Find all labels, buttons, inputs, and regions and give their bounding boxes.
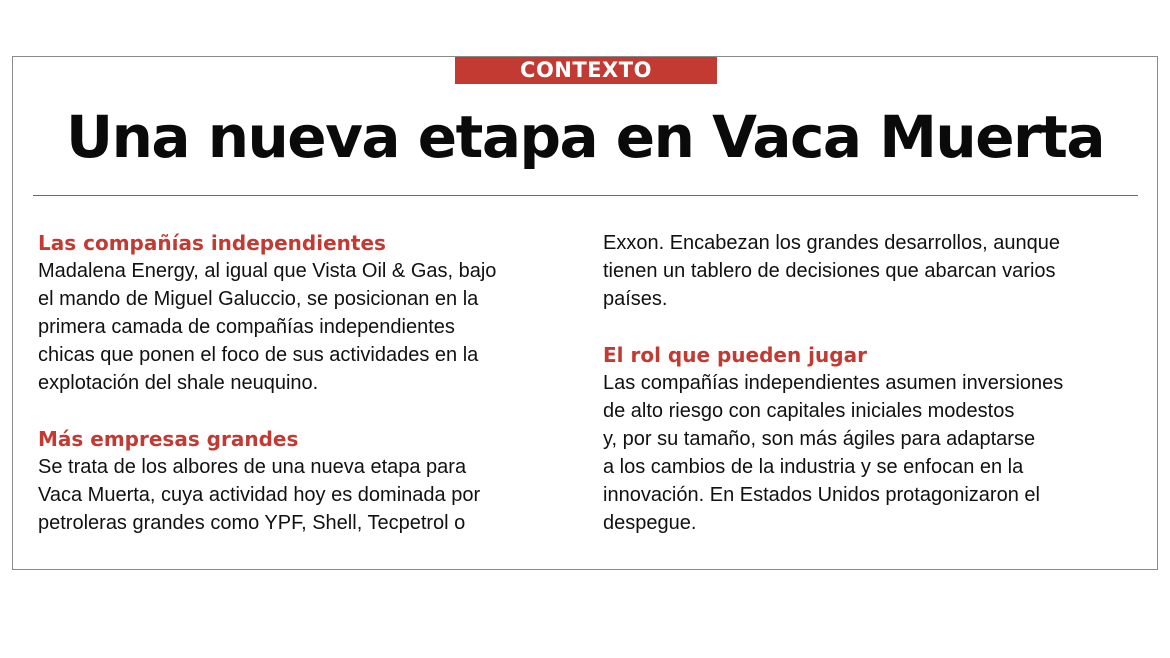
right-column [603,229,1143,537]
text-line: Madalena Energy, al igual que Vista Oil & Gas, bajo [38,260,497,282]
text-line: y, por su tamaño, son más ágiles para adaptarse [603,428,1036,450]
subhead-large-companies: Más empresas grandes [38,427,299,451]
text-line: Las compañías independientes asumen inversiones [603,372,1064,394]
text-line: de alto riesgo con capitales iniciales modestos [603,400,1015,422]
divider [33,195,1138,196]
text-line: petroleras grandes como YPF, Shell, Tecpetrol o [38,512,466,534]
subhead-independent-companies: Las compañías independientes [38,231,386,255]
left-column [38,229,573,537]
text-line: países. [603,288,668,310]
text-line: Vaca Muerta, cuya actividad hoy es dominada por [38,484,481,506]
paragraph-continuation [603,229,1143,313]
spacer [603,313,1143,341]
spacer [38,397,573,425]
subhead-role: El rol que pueden jugar [603,343,867,367]
paragraph-independent-companies [38,257,573,397]
text-line: el mando de Miguel Galuccio, se posicionan en la [38,288,479,310]
text-line: Se trata de los albores de una nueva etapa para [38,456,467,478]
text-line: Exxon. Encabezan los grandes desarrollos, aunque [603,232,1060,254]
headline: Una nueva etapa en Vaca Muerta [65,103,1105,171]
text-line: explotación del shale neuquino. [38,372,319,394]
text-line: a los cambios de la industria y se enfocan en la [603,456,1024,478]
text-line: tienen un tablero de decisiones que abarcan varios [603,260,1056,282]
paragraph-role [603,369,1143,537]
text-line: innovación. En Estados Unidos protagonizaron el [603,484,1040,506]
text-line: primera camada de compañías independientes [38,316,455,338]
text-line: chicas que ponen el foco de sus actividades en la [38,344,479,366]
paragraph-large-companies [38,453,573,537]
section-tag: CONTEXTO [455,57,717,84]
text-line: despegue. [603,512,697,534]
